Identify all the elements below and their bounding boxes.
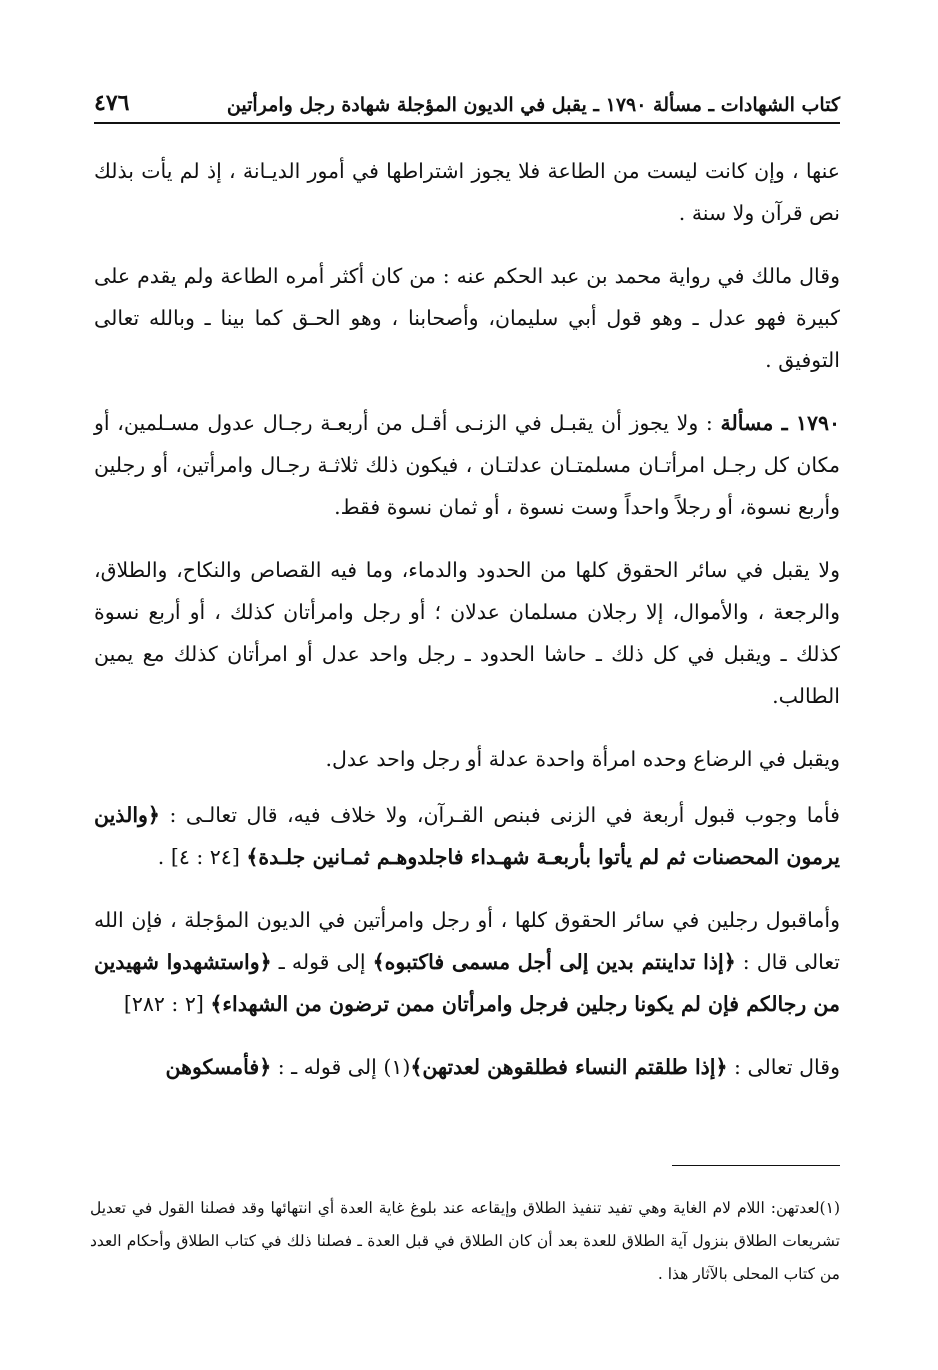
- paragraph-divorce: [94, 1046, 840, 1088]
- book-page: [60, 0, 840, 1370]
- quran-quote: ﴿إذا تداينتم بدين إلى أجل مسمى فاكتبوه﴾: [372, 950, 736, 974]
- paragraph-text: وقال مالك في رواية محمد بن عبد الحكم عنه : من كان أكثر أمره الطاعة ولم يقدم على كبيرة فهو عدل ـ وهو قول أبي سليمان، وأصحابنا ، وهو الحـق كما بينا ـ وبالله تعالى التوفيق .: [94, 264, 840, 372]
- paragraph-text: فأما وجوب قبول أربعة في الزنى فبنص القـرآن، ولا خلاف فيه، قال تعالـى :: [169, 803, 840, 827]
- quran-quote: ﴿والذين يرمون المحصنات ثم لم يأتوا بأربعـة شهـداء فاجلدوهـم ثمـانين جلـدة﴾: [94, 803, 840, 869]
- paragraph-text: وأماقبول رجلين في سائر الحقوق كلها ، أو رجل وامرأتين في الديون المؤجلة ، فإن الله تعالى قال :: [94, 908, 840, 974]
- quran-quote: ﴿واستشهدوا شهيدين من رجالكم فإن لم يكونا رجلين فرجل وامرأتان ممن ترضون من الشهداء﴾: [94, 950, 840, 1016]
- paragraph-text: ولا يقبل في سائر الحقوق كلها من الحدود والدماء، وما فيه القصاص والنكاح، والطلاق، والرجعة ، والأموال، إلا رجلان مسلمان عدلان ؛ أو رجل وامرأتان كذلك ، أو أربع نسوة كذلك ـ ويقبل في كل ذلك ـ حاشا الحدود ـ رجل واحد عدل أو امرأتان كذلك مع يمين الطالب.: [94, 558, 840, 708]
- paragraph-text: وقال تعالى :: [727, 1055, 840, 1079]
- quran-quote: ﴿إذا طلقتم النساء فطلقوهن لعدتهن﴾: [410, 1055, 728, 1079]
- paragraph-text: ويقبل في الرضاع وحده امرأة واحدة عدلة أو رجل واحد عدل.: [325, 747, 840, 771]
- paragraph-text: عنها ، وإن كانت ليست من الطاعة فلا يجوز اشتراطها في أمور الديـانة ، إذ لم يأت بذلك نص قرآن ولا سنة .: [94, 159, 840, 225]
- paragraph-issue-1790: [94, 402, 840, 528]
- paragraph-malik: [94, 255, 840, 381]
- verse-reference: [٢٤ : ٤] .: [157, 845, 247, 869]
- paragraph-four-witnesses: [94, 794, 840, 878]
- paragraph-nursing: [94, 738, 840, 780]
- running-title: كتاب الشهادات ـ مسألة ١٧٩٠ ـ يقبل في الديون المؤجلة شهادة رجل وامرأتين: [226, 94, 840, 116]
- footnote: [90, 1192, 840, 1291]
- paragraph-text: : ولا يجوز أن يقبـل في الزنـى أقـل من أربعـة رجـال عدول مسـلمين، أو مكان كل رجـل امرأتـان مسلمتـان عدلتـان ، فيكون ذلك ثلاثـة رجـال وامرأتين، أو رجلين وأربع نسوة، أو رجلاً واحداً وست نسوة ، أو ثمان نسوة فقط.: [94, 411, 840, 519]
- paragraph-text: إلى قوله ـ: [271, 950, 373, 974]
- verse-reference: [٢ : ٢٨٢]: [123, 992, 211, 1016]
- page-body: [94, 150, 840, 1109]
- issue-heading: ١٧٩٠ ـ مسألة: [720, 411, 841, 435]
- page-number: ٤٧٦: [94, 90, 130, 116]
- footnote-text: (١)لعدتهن: اللام لام الغاية وهي تفيد تنفيذ الطلاق وإيقاعه عند بلوغ غاية العدة أي انتهائها وقد فصلنا القول في تعديل تشريعات الطلاق بنزول آية الطلاق للعدة بعد أن كان الطلاق في قبل العدة ـ فصلنا ذلك في كتاب الطلاق وأحكام العدد من كتاب المحلى بالآثار هذا .: [90, 1199, 840, 1283]
- paragraph-debts: [94, 899, 840, 1025]
- paragraph-other-rights: [94, 549, 840, 717]
- footnote-marker: (١) إلى قوله ـ :: [271, 1055, 411, 1079]
- page-header: [94, 86, 840, 124]
- paragraph-continuation: [94, 150, 840, 234]
- quran-quote: ﴿فأمسكوهن: [165, 1055, 272, 1079]
- footnote-divider: [672, 1165, 840, 1166]
